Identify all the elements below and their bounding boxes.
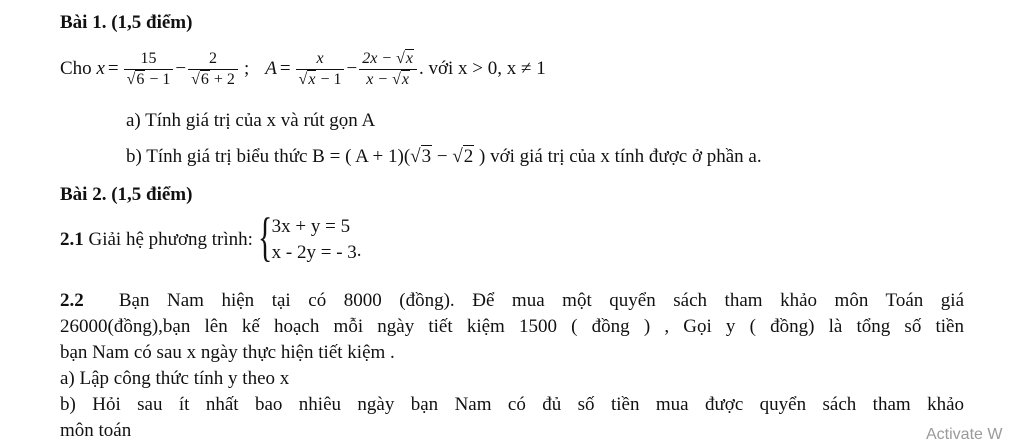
q22-part-b-line-1: b) Hỏi sau ít nhất bao nhiêu ngày bạn Nam có đủ số tiền mua được quyển sách tham khảo: [60, 394, 964, 415]
bai1-part-b: b) Tính giá trị biểu thức B = ( A + 1)(√3 − √2 ) với giá trị của x tính được ở phần a.: [126, 146, 762, 167]
bai2-title: Bài 2. (1,5 điểm): [60, 184, 193, 205]
equation-lines: [272, 214, 357, 266]
q22-paragraph: [60, 288, 964, 444]
equation-2: x - 2y = - 3: [271, 242, 357, 263]
fraction-15-over-sqrt6-minus-1: [124, 50, 174, 89]
fraction-denominator: x − √x: [366, 70, 409, 88]
q22-line-1-text: Bạn Nam hiện tại có 8000 (đồng). Để mua một quyển sách tham khảo môn Toán giá: [118, 290, 965, 311]
q22-part-a: a) Lập công thức tính y theo x: [60, 368, 290, 389]
fraction-denominator: √x − 1: [298, 70, 342, 88]
radicand: 6: [136, 70, 145, 88]
minus-sign: −: [346, 58, 358, 79]
bai1-formula-line: [60, 44, 546, 94]
radicand: 6: [200, 70, 209, 88]
q22-line-3: bạn Nam có sau x ngày thực hiện tiết kiệm .: [60, 342, 395, 363]
radicand: 3: [421, 146, 432, 167]
fraction-2x-minus-sqrtx-over-x-minus-sqrtx: [359, 50, 417, 89]
part-b-suffix: ) với giá trị của x tính được ở phần a.: [474, 146, 762, 167]
fraction-x-over-sqrtx-minus-1: [296, 50, 345, 89]
denominator-head: x −: [366, 70, 393, 88]
numerator-head: 2x −: [362, 49, 397, 67]
fraction-numerator: 15: [124, 50, 174, 70]
q22-label: 2.2: [60, 290, 84, 311]
part-b-prefix: b) Tính giá trị biểu thức B = ( A + 1)(: [126, 146, 411, 167]
a-variable: A: [265, 58, 277, 79]
denominator-tail: + 2: [209, 70, 235, 88]
equals-sign: =: [279, 58, 291, 79]
q22-line-1: [60, 288, 964, 314]
fraction-denominator: √6 − 1: [126, 70, 171, 88]
denominator-tail: − 1: [145, 70, 171, 88]
left-brace: {: [257, 207, 272, 267]
q21-line: [60, 207, 362, 268]
part-b-minus: −: [432, 146, 453, 167]
fraction-numerator: 2: [188, 50, 238, 70]
fraction-denominator: √6 + 2: [191, 70, 235, 88]
radicand: x: [308, 70, 316, 88]
fraction-2-over-sqrt6-plus-2: [188, 50, 238, 89]
activate-windows-watermark: Activate W: [926, 426, 1003, 443]
fraction-numerator: x: [296, 50, 345, 70]
bai1-title: Bài 1. (1,5 điểm): [60, 12, 193, 33]
cho-label: Cho: [60, 58, 92, 79]
equals-sign: =: [107, 58, 119, 79]
condition-text: . với x > 0, x ≠ 1: [418, 58, 546, 79]
radicand: x: [405, 49, 413, 67]
minus-sign: −: [175, 58, 187, 79]
equation-1: 3x + y = 5: [271, 216, 351, 237]
q22-part-b-line-2: môn toán: [60, 420, 132, 441]
q22-line-2: 26000(đồng),bạn lên kế hoạch mỗi ngày tiết kiệm 1500 ( đồng ) , Gọi y ( đồng) là tổng số tiền: [60, 316, 964, 337]
bai1-part-a: a) Tính giá trị của x và rút gọn A: [126, 110, 376, 131]
fraction-numerator: 2x − √x: [359, 50, 417, 70]
x-variable: x: [96, 58, 105, 79]
q21-label: 2.1: [60, 229, 84, 250]
q21-text: Giải hệ phương trình:: [88, 229, 253, 250]
separator: ;: [243, 58, 250, 79]
radicand: 2: [463, 146, 474, 167]
equation-system: [257, 207, 357, 267]
radicand: x: [401, 70, 409, 88]
q21-end: .: [356, 240, 362, 261]
denominator-tail: − 1: [316, 70, 342, 88]
